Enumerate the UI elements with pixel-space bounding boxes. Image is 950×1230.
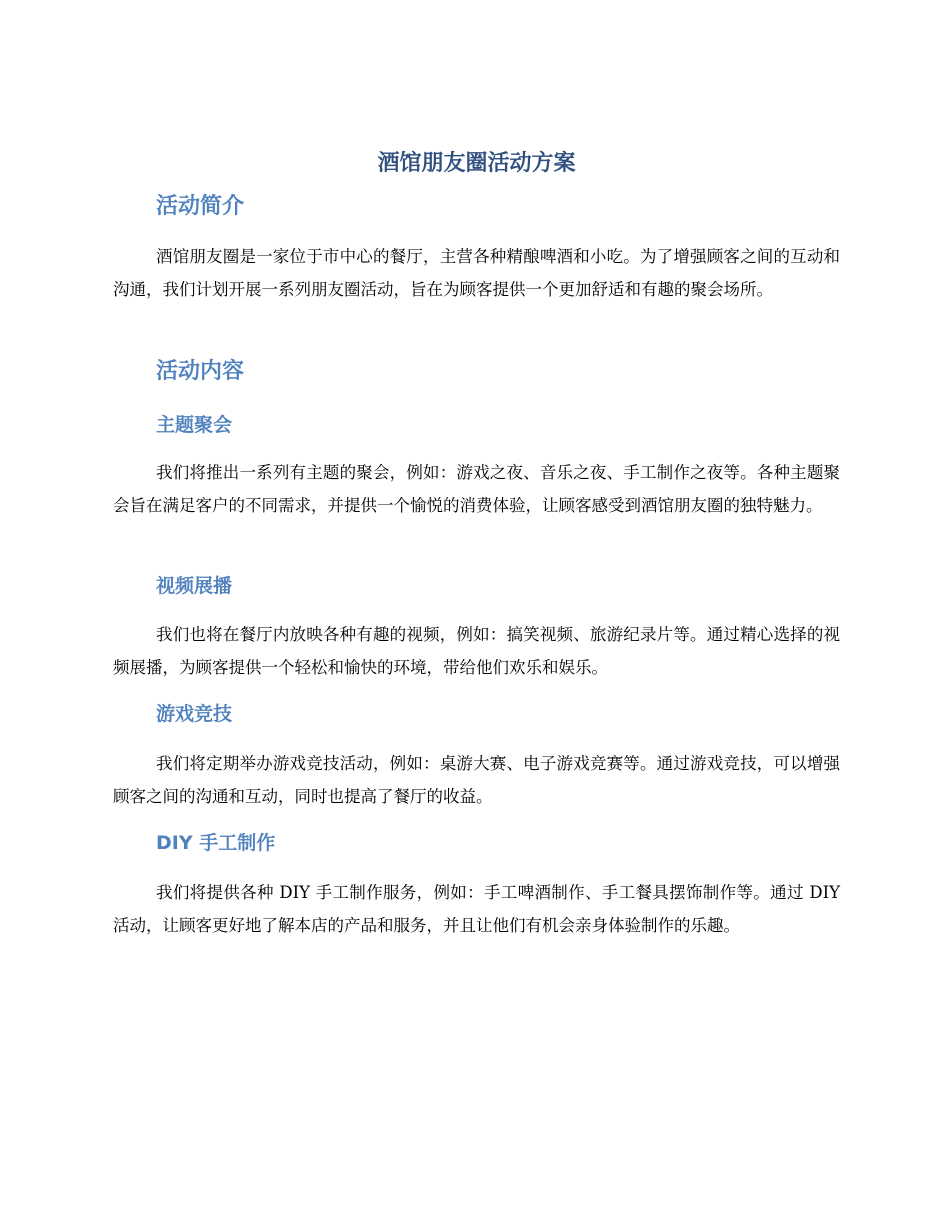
subsection-heading-games: 游戏竞技 <box>156 703 233 725</box>
subsection-paragraph-theme-party: 我们将推出一系列有主题的聚会，例如：游戏之夜、音乐之夜、手工制作之夜等。各种主题聚会旨在满足客户的不同需求，并提供一个愉悦的消费体验，让顾客感受到酒馆朋友圈的独特魅力。 <box>113 463 840 515</box>
section-heading-content: 活动内容 <box>156 359 245 384</box>
subsection-paragraph-video: 我们也将在餐厅内放映各种有趣的视频，例如：搞笑视频、旅游纪录片等。通过精心选择的视频展播，为顾客提供一个轻松和愉快的环境，带给他们欢乐和娱乐。 <box>113 625 840 677</box>
subsection-paragraph-diy: 我们将提供各种 DIY 手工制作服务，例如：手工啤酒制作、手工餐具摆饰制作等。通过 DIY 活动，让顾客更好地了解本店的产品和服务，并且让他们有机会亲身体验制作的乐趣。 <box>113 883 840 935</box>
subsection-heading-theme-party: 主题聚会 <box>156 414 233 436</box>
document-title: 酒馆朋友圈活动方案 <box>377 151 576 176</box>
section-heading-intro: 活动简介 <box>156 194 245 219</box>
subsection-heading-diy: DIY 手工制作 <box>156 832 276 854</box>
subsection-paragraph-games: 我们将定期举办游戏竞技活动，例如：桌游大赛、电子游戏竞赛等。通过游戏竞技，可以增强顾客之间的沟通和互动，同时也提高了餐厅的收益。 <box>113 754 840 806</box>
subsection-heading-video: 视频展播 <box>156 575 233 597</box>
section-paragraph-intro: 酒馆朋友圈是一家位于市中心的餐厅，主营各种精酿啤酒和小吃。为了增强顾客之间的互动和沟通，我们计划开展一系列朋友圈活动，旨在为顾客提供一个更加舒适和有趣的聚会场所。 <box>113 247 840 299</box>
